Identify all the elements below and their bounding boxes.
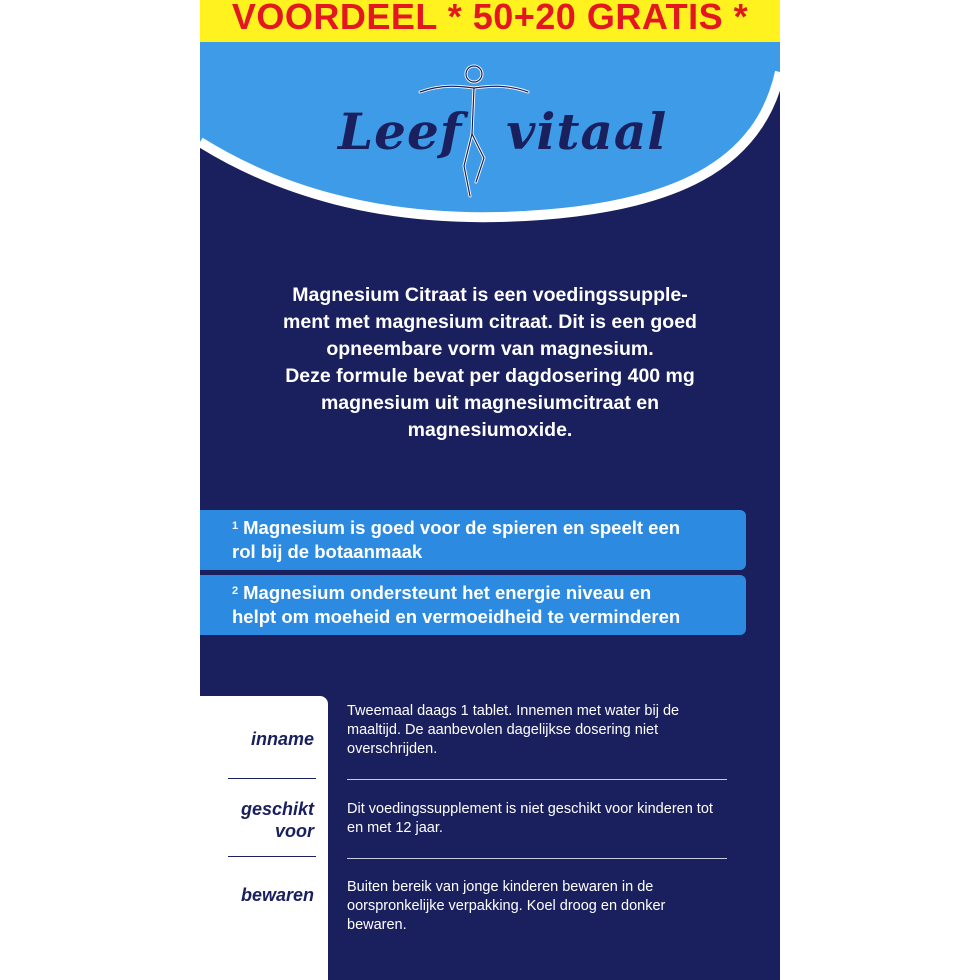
info-line: bewaren. xyxy=(347,917,407,933)
label-inname: inname xyxy=(250,729,314,749)
description-line: magnesium uit magnesiumcitraat en xyxy=(320,392,660,414)
inname-text xyxy=(347,702,727,759)
label-geschikt-voor xyxy=(241,798,314,842)
description-line: Deze formule bevat per dagdosering 400 mg xyxy=(285,365,695,387)
info-divider xyxy=(347,779,727,780)
claim-line: Magnesium ondersteunt het energie niveau en xyxy=(243,582,652,603)
claim-line: rol bij de botaanmaak xyxy=(232,541,423,562)
logo-area xyxy=(200,42,780,227)
info-line: Buiten bereik van jonge kinderen bewaren in de xyxy=(347,879,654,895)
promo-text: VOORDEEL * 50+20 GRATIS * xyxy=(231,0,749,37)
detail-labels xyxy=(200,696,328,980)
product-description xyxy=(230,282,750,444)
bewaren-text xyxy=(347,878,727,935)
label-bewaren: bewaren xyxy=(240,885,314,905)
info-line: Tweemaal daags 1 tablet. Innemen met water bij de xyxy=(347,703,680,719)
health-claim-2 xyxy=(200,575,746,635)
geschikt-text xyxy=(347,800,727,838)
dancer-icon xyxy=(412,54,532,204)
label-line: geschikt xyxy=(240,799,314,819)
info-line: maaltijd. De aanbevolen dagelijkse dosering niet xyxy=(347,722,659,738)
label-divider xyxy=(228,856,316,857)
promo-banner xyxy=(200,0,780,42)
info-line: en met 12 jaar. xyxy=(347,820,443,836)
description-line: magnesiumoxide. xyxy=(407,419,573,441)
info-line: oorspronkelijke verpakking. Koel droog en donker xyxy=(347,898,666,914)
description-line: opneembare vorm van magnesium. xyxy=(326,338,654,360)
description-line: ment met magnesium citraat. Dit is een goed xyxy=(283,311,697,333)
claim-number: 2 xyxy=(232,585,239,597)
description-line: Magnesium Citraat is een voedingssupple- xyxy=(292,284,688,306)
label-line: voor xyxy=(274,821,314,841)
claim-number: 1 xyxy=(232,520,239,532)
claim-line: Magnesium is goed voor de spieren en speelt een xyxy=(243,517,681,538)
info-line: overschrijden. xyxy=(347,741,438,757)
claim-line: helpt om moeheid en vermoeidheid te verminderen xyxy=(232,606,681,627)
info-line: Dit voedingssupplement is niet geschikt voor kinderen tot xyxy=(347,801,713,817)
logo-part2: vitaal xyxy=(506,102,668,161)
health-claim-1 xyxy=(200,510,746,570)
label-divider xyxy=(228,778,316,779)
logo-part1: Leef xyxy=(338,102,463,161)
info-divider xyxy=(347,858,727,859)
